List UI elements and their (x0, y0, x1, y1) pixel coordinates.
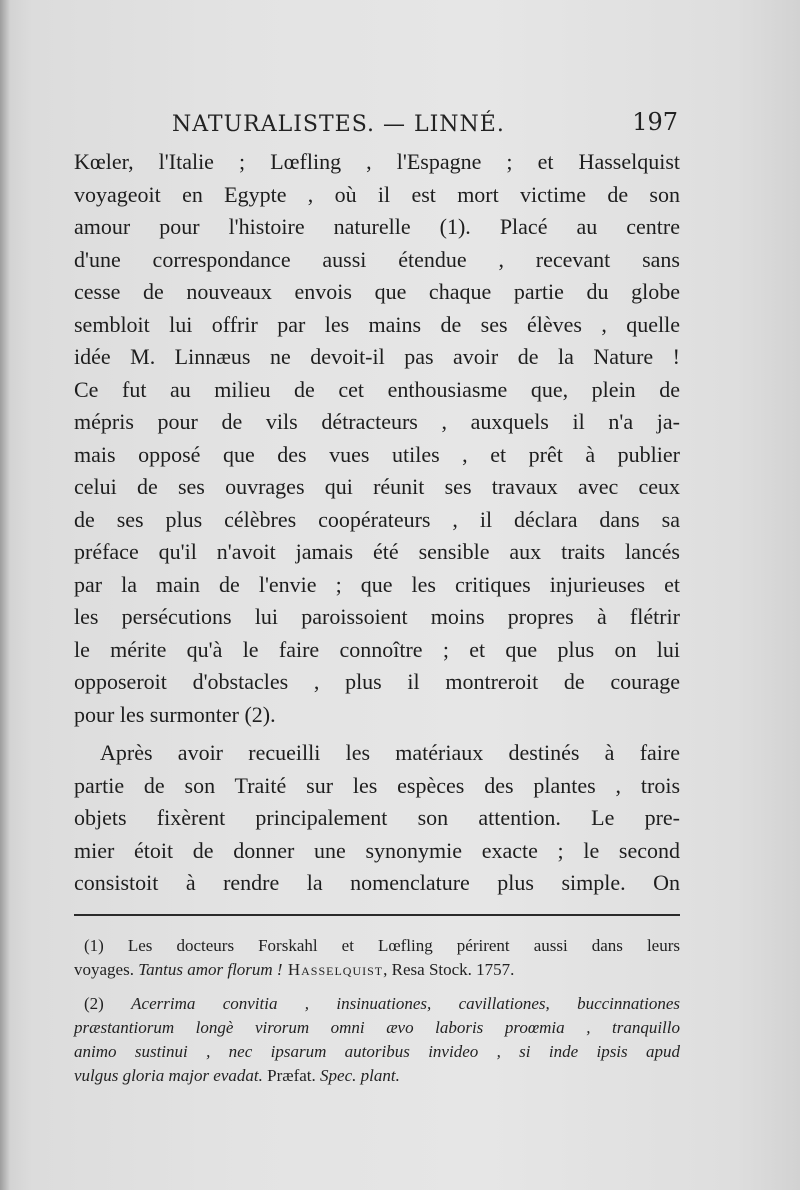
footnote-quote: vulgus gloria major evadat. (74, 1066, 263, 1085)
footnote-line: animo sustinui , nec ipsarum autoribus invideo , si inde ipsis apud (74, 1042, 680, 1061)
footnote-reference: Præfat. (262, 1066, 321, 1085)
footnote-quote: Tantus amor florum ! (138, 960, 283, 979)
text-line: par la main de l'envie ; que les critiques injurieuses et (74, 571, 680, 597)
footnote-divider (74, 914, 680, 916)
text-line: mépris pour de vils détracteurs , auxquels il n'a ja- (74, 409, 680, 434)
text-line: les persécutions lui paroissoient moins propres à flétrir (74, 604, 680, 629)
text-line: amour pour l'histoire naturelle (1). Placé au centre (74, 214, 680, 239)
footnote-1 (74, 934, 680, 982)
text-line: Ce fut au milieu de cet enthousiasme que, plein de (74, 376, 680, 402)
running-head-title: NATURALISTES. — LINNÉ. (172, 112, 505, 137)
footnote-quote: Acerrima convitia , insinuationes, cavillationes, buccinnationes (131, 994, 680, 1013)
footnote-reference: , Resa Stock. 1757. (383, 960, 515, 979)
footnote-line: præstantiorum longè virorum omni ævo laboris proœmia , tranquillo (74, 1018, 680, 1037)
text-line: mais opposé que des vues utiles , et prêt à publier (74, 441, 680, 467)
footnote-line (74, 992, 680, 1016)
text-line: de ses plus célèbres coopérateurs , il déclara dans sa (74, 506, 680, 532)
footnote-source: Spec. plant. (320, 1066, 400, 1085)
footnote-line: (1) Les docteurs Forskahl et Lœfling périrent aussi dans leurs (84, 936, 680, 955)
paragraph-2 (74, 737, 680, 900)
text-line: Après avoir recueilli les matériaux destinés à faire (100, 740, 680, 765)
footnote-author: Hasselquist (282, 960, 384, 979)
paragraph-1 (74, 146, 680, 731)
text-line: partie de son Traité sur les espèces des plantes , trois (74, 772, 680, 798)
footnotes (74, 934, 680, 1088)
text-line: le mérite qu'à le faire connoître ; et que plus on lui (74, 636, 680, 662)
footnote-marker: (2) (84, 994, 132, 1013)
page-edge-shadow (0, 0, 10, 1190)
text-line: sembloit lui offrir par les mains de ses élèves , quelle (74, 311, 680, 337)
text-line: consistoit à rendre la nomenclature plus simple. On (74, 870, 680, 895)
text-line: préface qu'il n'avoit jamais été sensible aux traits lancés (74, 539, 680, 564)
body-text (74, 146, 680, 900)
text-line: d'une correspondance aussi étendue , recevant sans (74, 246, 680, 272)
text-line: mier étoit de donner une synonymie exacte ; le second (74, 837, 680, 863)
text-line: pour les surmonter (2). (74, 701, 276, 727)
footnote-line (74, 958, 680, 982)
footnote-2 (74, 992, 680, 1088)
footnote-text: voyages. (74, 960, 139, 979)
text-line: celui de ses ouvrages qui réunit ses travaux avec ceux (74, 474, 680, 499)
running-head (72, 108, 678, 142)
text-line: voyageoit en Egypte , où il est mort victime de son (74, 181, 680, 207)
text-line: opposeroit d'obstacles , plus il montreroit de courage (74, 669, 680, 694)
page-number: 197 (632, 108, 678, 136)
footnote-line (74, 1064, 680, 1088)
text-line: idée M. Linnæus ne devoit-il pas avoir de la Nature ! (74, 344, 680, 369)
text-line: objets fixèrent principalement son attention. Le pre- (74, 805, 680, 830)
text-line: Kœler, l'Italie ; Lœfling , l'Espagne ; et Hasselquist (74, 149, 680, 174)
text-line: cesse de nouveaux envois que chaque partie du globe (74, 279, 680, 304)
